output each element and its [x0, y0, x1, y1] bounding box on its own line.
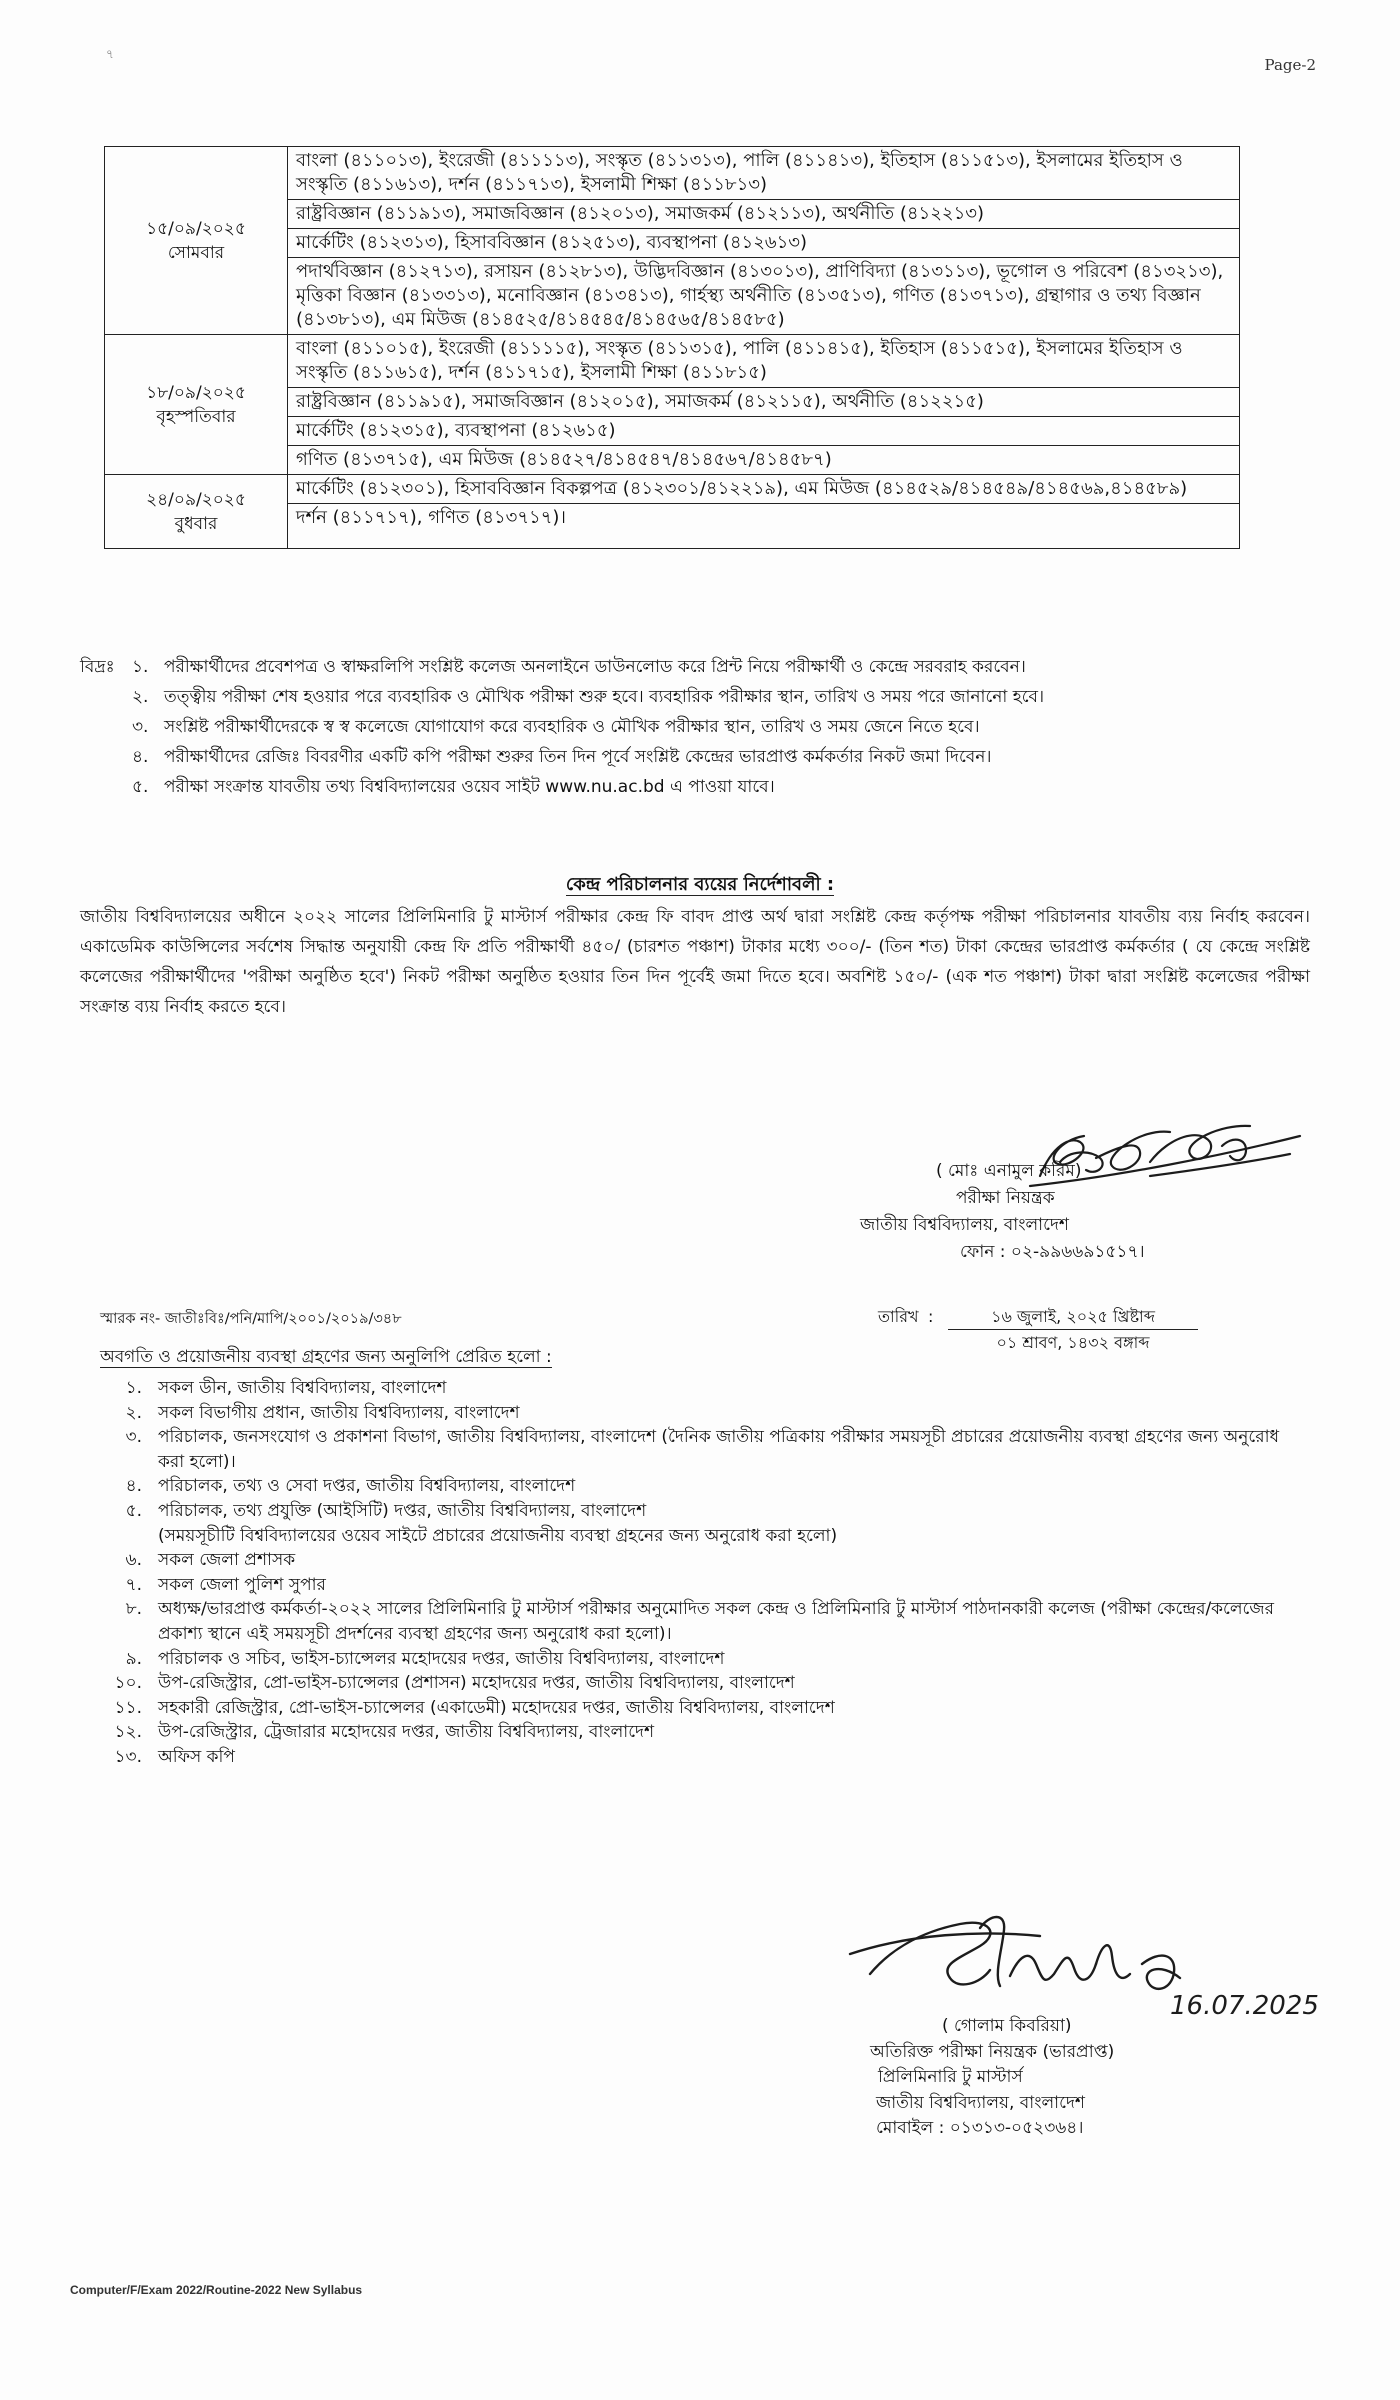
item-number: ১. — [132, 657, 149, 677]
recipient-text: উপ-রেজিস্ট্রার, প্রো-ভাইস-চ্যান্সেলর (প্রশাসন) মহোদয়ের দপ্তর, জাতীয় বিশ্ববিদ্যালয়, বাংলাদেশ — [158, 1673, 795, 1694]
subject-group: পদার্থবিজ্ঞান (৪১২৭১৩), রসায়ন (৪১২৮১৩), উদ্ভিদবিজ্ঞান (৪১৩০১৩), প্রাণিবিদ্যা (৪১৩১১৩), ভূগোল ও পরিবেশ (৪১৩২১৩), মৃত্তিকা বিজ্ঞান (৪১৩৩১৩), মনোবিজ্ঞান (৪১৩৪১৩), গার্হস্থ্য অর্থনীতি (৪১৩৫১৩), গণিত (৪১৩৭১৩), গ্রন্থাগার ও তথ্য বিজ্ঞান (৪১৩৮১৩), এম মিউজ (৪১৪৫২৫/৪১৪৫৪৫/৪১৪৫৬৫/৪১৪৫৮৫) — [288, 258, 1240, 335]
subject-group: রাষ্ট্রবিজ্ঞান (৪১১৯১৩), সমাজবিজ্ঞান (৪১২০১৩), সমাজকর্ম (৪১২১১৩), অর্থনীতি (৪১২২১৩) — [288, 200, 1240, 229]
item-number: ২. — [125, 1402, 142, 1423]
list-item — [100, 1597, 1280, 1646]
item-number: ৩. — [125, 1427, 142, 1448]
recipient-text: পরিচালক ও সচিব, ভাইস-চ্যান্সেলর মহোদয়ের দপ্তর, জাতীয় বিশ্ববিদ্যালয়, বাংলাদেশ — [158, 1648, 725, 1669]
subject-group: মার্কেটিং (৪১২৩১৩), হিসাববিজ্ঞান (৪১২৫১৩), ব্যবস্থাপনা (৪১২৬১৩) — [288, 229, 1240, 258]
footer-path: Computer/F/Exam 2022/Routine-2022 New Syllabus — [70, 2283, 363, 2297]
centre-expense-instructions: জাতীয় বিশ্ববিদ্যালয়ের অধীনে ২০২২ সালের প্রিলিমিনারি টু মাস্টার্স পরীক্ষার কেন্দ্র ফি বাবদ প্রাপ্ত অর্থ দ্বারা সংশ্লিষ্ট কেন্দ্র কর্তৃপক্ষ পরীক্ষা পরিচালনার যাবতীয় ব্যয় নির্বাহ করবেন। একাডেমিক কাউন্সিলের সর্বশেষ সিদ্ধান্ত অনুযায়ী কেন্দ্র ফি প্রতি পরীক্ষার্থী ৪৫০/ (চারশত পঞ্চাশ) টাকার মধ্যে ৩০০/- (তিন শত) টাকা কেন্দ্রের ভারপ্রাপ্ত কর্মকর্তার ( যে কেন্দ্রে সংশ্লিষ্ট কলেজের পরীক্ষার্থীদের 'পরীক্ষা অনুষ্ঠিত হবে') নিকট পরীক্ষা অনুষ্ঠিত হওয়ার তিন দিন পূর্বেই জমা দিতে হবে। অবশিষ্ট ১৫০/- (এক শত পঞ্চাশ) টাকা দ্বারা সংশ্লিষ্ট কলেজের পরীক্ষা সংক্রান্ত ব্যয় নির্বাহ করতে হবে। — [80, 907, 1310, 1017]
recipient-text: সকল জেলা প্রশাসক — [158, 1550, 296, 1571]
list-item — [100, 1499, 1280, 1548]
subject-group: বাংলা (৪১১০১৩), ইংরেজী (৪১১১১৩), সংস্কৃত (৪১১৩১৩), পালি (৪১১৪১৩), ইতিহাস (৪১১৫১৩), ইসলামের ইতিহাস ও সংস্কৃতি (৪১১৬১৩), দর্শন (৪১১৭১৩), ইসলামী শিক্ষা (৪১১৮১৩) — [288, 147, 1240, 200]
signatory-title: পরীক্ষা নিয়ন্ত্রক — [956, 1188, 1055, 1208]
signatory-block-1 — [860, 1158, 1260, 1266]
item-number: ৮. — [125, 1599, 142, 1620]
signatory-phone: ফোন : ০২-৯৯৬৬৯১৫১৭। — [960, 1242, 1145, 1262]
note-text: সংশ্লিষ্ট পরীক্ষার্থীদেরকে স্ব স্ব কলেজে যোগাযোগ করে ব্যবহারিক ও মৌখিক পরীক্ষার স্থান, তারিখ ও সময় জেনে নিতে হবে। — [164, 717, 980, 737]
item-number: ৩. — [132, 717, 149, 737]
recipient-text: সকল বিভাগীয় প্রধান, জাতীয় বিশ্ববিদ্যালয়, বাংলাদেশ — [158, 1402, 520, 1423]
subject-group: গণিত (৪১৩৭১৫), এম মিউজ (৪১৪৫২৭/৪১৪৫৪৭/৪১৪৫৬৭/৪১৪৫৮৭) — [288, 446, 1240, 475]
list-item — [100, 1720, 1280, 1745]
recipient-text: সকল ডীন, জাতীয় বিশ্ববিদ্যালয়, বাংলাদেশ — [158, 1378, 447, 1398]
signatory-org: জাতীয় বিশ্ববিদ্যালয়, বাংলাদেশ — [860, 1215, 1069, 1235]
list-item — [132, 682, 1280, 712]
recipient-text: পরিচালক, তথ্য ও সেবা দপ্তর, জাতীয় বিশ্ববিদ্যালয়, বাংলাদেশ — [158, 1476, 576, 1497]
signatory-mobile: মোবাইল : ০১৩১৩-০৫২৩৬৪। — [876, 2118, 1084, 2138]
item-number: ১. — [125, 1378, 142, 1398]
list-item — [100, 1401, 1280, 1426]
exam-routine-table — [104, 146, 1240, 549]
recipient-text: পরিচালক, তথ্য প্রযুক্তি (আইসিটি) দপ্তর, জাতীয় বিশ্ববিদ্যালয়, বাংলাদেশ (সময়সূচীটি বিশ্ববিদ্যালয়ের ওয়েব সাইটে প্রচারের প্রয়োজনীয় ব্যবস্থা গ্রহনের জন্য অনুরোধ করা হলো) — [158, 1500, 838, 1546]
subject-group: মার্কেটিং (৪১২৩০১), হিসাববিজ্ঞান বিকল্পপত্র (৪১২৩০১/৪১২২১৯), এম মিউজ (৪১৪৫২৯/৪১৪৫৪৯/৪১৪৫৬৯,৪১৪৫৮৯) — [288, 475, 1240, 504]
signatory-title: অতিরিক্ত পরীক্ষা নিয়ন্ত্রক (ভারপ্রাপ্ত) — [870, 2041, 1115, 2062]
subject-group: মার্কেটিং (৪১২৩১৫), ব্যবস্থাপনা (৪১২৬১৫) — [288, 417, 1240, 446]
memo-number: স্মারক নং- জাতীঃবিঃ/পনি/মাপি/২০০১/২০১৯/৩৪৮ — [100, 1311, 402, 1327]
item-number: ৪. — [125, 1476, 142, 1497]
list-item — [100, 1425, 1280, 1474]
list-item — [100, 1671, 1280, 1696]
subject-group: দর্শন (৪১১৭১৭), গণিত (৪১৩৭১৭)। — [288, 504, 1240, 549]
list-item — [132, 742, 1280, 772]
signatory-org: জাতীয় বিশ্ববিদ্যালয়, বাংলাদেশ — [876, 2092, 1085, 2113]
signature-golam-kibria — [830, 1894, 1319, 2024]
item-number: ৭. — [125, 1574, 142, 1595]
list-item — [132, 652, 1280, 682]
copy-distribution-list — [100, 1376, 1280, 1770]
list-item — [100, 1647, 1280, 1672]
note-text: তত্ত্বীয় পরীক্ষা শেষ হওয়ার পরে ব্যবহারিক ও মৌখিক পরীক্ষা শুরু হবে। ব্যবহারিক পরীক্ষার স্থান, তারিখ ও সময় পরে জানানো হবে। — [164, 687, 1045, 707]
centre-expense-heading — [0, 870, 1400, 901]
table-row — [105, 475, 1240, 504]
list-item — [100, 1696, 1280, 1721]
copy-heading-text: অবগতি ও প্রয়োজনীয় ব্যবস্থা গ্রহণের জন্য অনুলিপি প্রেরিত হলো : — [100, 1347, 552, 1367]
signatory-block-2 — [856, 2014, 1286, 2142]
date-cell — [105, 335, 288, 475]
date-cell — [105, 475, 288, 549]
notes-section — [80, 652, 1280, 802]
copy-heading — [100, 1344, 552, 1372]
recipient-text: অফিস কপি — [158, 1746, 235, 1767]
item-number: ২. — [132, 687, 149, 707]
list-item — [132, 772, 1280, 802]
page-number: Page-2 — [1264, 56, 1316, 74]
item-number: ৬. — [125, 1550, 142, 1571]
item-number: ৫. — [132, 777, 149, 797]
table-row — [105, 335, 1240, 388]
exam-day: বৃহস্পতিবার — [156, 406, 236, 427]
item-number: ৪. — [132, 747, 149, 767]
item-number: ১০. — [114, 1673, 142, 1694]
corner-mark: ৭ — [106, 47, 114, 61]
note-text: পরীক্ষার্থীদের প্রবেশপত্র ও স্বাক্ষরলিপি সংশ্লিষ্ট কলেজ অনলাইনে ডাউনলোড করে প্রিন্ট নিয়ে পরীক্ষার্থী ও কেন্দ্রে সরবরাহ করবেন। — [164, 657, 1026, 677]
exam-day: সোমবার — [167, 242, 225, 263]
handwritten-date: 16.07.2025 — [1170, 1991, 1319, 2021]
list-item — [100, 1745, 1280, 1770]
heading-text: কেন্দ্র পরিচালনার ব্যয়ের নির্দেশাবলী : — [565, 874, 835, 895]
bangla-date: ০১ শ্রাবণ, ১৪৩২ বঙ্গাব্দ — [996, 1333, 1150, 1352]
item-number: ৯. — [125, 1648, 142, 1669]
gregorian-date: ১৬ জুলাই, ২০২৫ খ্রিষ্টাব্দ — [948, 1304, 1198, 1330]
subject-group: বাংলা (৪১১০১৫), ইংরেজী (৪১১১১৫), সংস্কৃত (৪১১৩১৫), পালি (৪১১৪১৫), ইতিহাস (৪১১৫১৫), ইসলামের ইতিহাস ও সংস্কৃতি (৪১১৬১৫), দর্শন (৪১১৭১৫), ইসলামী শিক্ষা (৪১১৮১৫) — [288, 335, 1240, 388]
item-number: ১১. — [114, 1697, 142, 1718]
recipient-text: পরিচালক, জনসংযোগ ও প্রকাশনা বিভাগ, জাতীয় বিশ্ববিদ্যালয়, বাংলাদেশ (দৈনিক জাতীয় পত্রিকায় পরীক্ষার সময়সূচী প্রচারের প্রয়োজনীয় ব্যবস্থা গ্রহণের জন্য অনুরোধ করা হলো)। — [158, 1427, 1280, 1472]
item-number: ৫. — [125, 1500, 142, 1521]
list-item — [100, 1376, 1280, 1401]
date-cell — [105, 147, 288, 335]
signatory-name: ( গোলাম কিবরিয়া) — [942, 2016, 1072, 2036]
exam-day: বুধবার — [174, 513, 218, 534]
notes-label: বিদ্রঃ — [80, 657, 115, 677]
list-item — [100, 1474, 1280, 1499]
exam-date: ১৮/০৯/২০২৫ — [146, 382, 246, 403]
note-text: পরীক্ষার্থীদের রেজিঃ বিবরণীর একটি কপি পরীক্ষা শুরুর তিন দিন পূর্বে সংশ্লিষ্ট কেন্দ্রের ভারপ্রাপ্ত কর্মকর্তার নিকট জমা দিবেন। — [164, 747, 992, 767]
note-text: পরীক্ষা সংক্রান্ত যাবতীয় তথ্য বিশ্ববিদ্যালয়ের ওয়েব সাইট www.nu.ac.bd এ পাওয়া যাবে। — [164, 777, 775, 797]
list-item — [100, 1573, 1280, 1598]
list-item — [100, 1548, 1280, 1573]
recipient-text: সহকারী রেজিস্ট্রার, প্রো-ভাইস-চ্যান্সেলর (একাডেমী) মহোদয়ের দপ্তর, জাতীয় বিশ্ববিদ্যালয়, বাংলাদেশ — [158, 1697, 835, 1718]
exam-date: ১৫/০৯/২০২৫ — [146, 218, 246, 239]
recipient-text: উপ-রেজিস্ট্রার, ট্রেজারার মহোদয়ের দপ্তর, জাতীয় বিশ্ববিদ্যালয়, বাংলাদেশ — [158, 1722, 655, 1743]
list-item — [132, 712, 1280, 742]
subject-group: রাষ্ট্রবিজ্ঞান (৪১১৯১৫), সমাজবিজ্ঞান (৪১২০১৫), সমাজকর্ম (৪১২১১৫), অর্থনীতি (৪১২২১৫) — [288, 388, 1240, 417]
date-colon: : — [928, 1307, 934, 1326]
recipient-text: সকল জেলা পুলিশ সুপার — [158, 1574, 326, 1595]
date-label: তারিখ — [878, 1307, 919, 1326]
item-number: ১২. — [114, 1722, 142, 1743]
table-row — [105, 147, 1240, 200]
signatory-program: প্রিলিমিনারি টু মাস্টার্স — [878, 2067, 1023, 2087]
item-number: ১৩. — [114, 1746, 142, 1767]
recipient-text: অধ্যক্ষ/ভারপ্রাপ্ত কর্মকর্তা-২০২২ সালের প্রিলিমিনারি টু মাস্টার্স পরীক্ষার অনুমোদিত সকল কেন্দ্র ও প্রিলিমিনারি টু মাস্টার্স পাঠদানকারী কলেজ (পরীক্ষা কেন্দ্রের/কলেজের প্রকাশ্য স্থানে এই সময়সূচী প্রদর্শনের ব্যবস্থা গ্রহণের জন্য অনুরোধ করা হলো)। — [158, 1599, 1274, 1644]
notes-list — [80, 652, 1280, 802]
exam-date: ২৪/০৯/২০২৫ — [146, 489, 246, 510]
signatory-name: ( মোঃ এনামুল করিম) — [936, 1161, 1082, 1181]
